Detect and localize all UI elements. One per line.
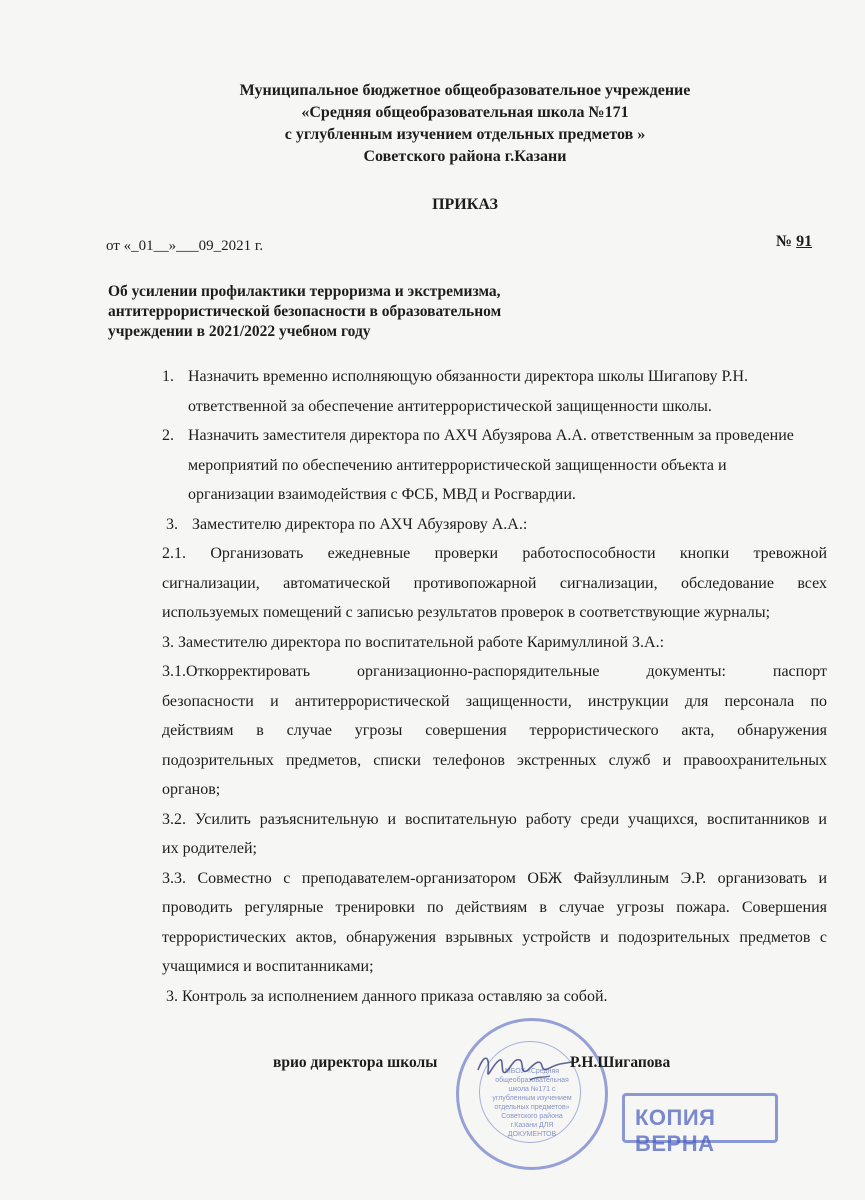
paragraph-line: их родителей; — [162, 840, 257, 857]
order-number-value: 91 — [796, 233, 813, 250]
item-line: Назначить заместителя директора по АХЧ Абузярова А.А. ответственным за проведение — [188, 427, 794, 444]
paragraph-line: действиям в случае угрозы совершения террористического акта, обнаружения — [162, 722, 827, 739]
paragraph-3 — [162, 628, 865, 658]
paragraph-line: используемых помещений с записью результатов проверок в соответствующие журналы; — [162, 604, 771, 621]
header-line-1: Муниципальное бюджетное общеобразовательное учреждение — [239, 82, 691, 99]
order-body — [150, 362, 865, 1011]
paragraph-3-2 — [162, 805, 865, 864]
paragraph-line: безопасности и антитеррористической защищенности, инструкции для персонала по — [162, 692, 827, 710]
paragraph-line: учащимися и воспитанниками; — [162, 958, 374, 975]
paragraph-line: органов; — [162, 781, 221, 798]
seal-text: МБОУ «Средняя общеобразовательная школа №171 с углубленным изучением отдельных предметов» Советского района г.Казани ДЛЯ ДОКУМЕНТОВ — [492, 1068, 572, 1138]
item-line: организации взаимодействия с ФСБ, МВД и Росгвардии. — [188, 486, 576, 503]
header-line-4: Советского района г.Казани — [363, 148, 567, 165]
paragraph-line: 3.2. Усилить разъяснительную и воспитательную работу среди учащихся, воспитанников и — [162, 810, 827, 828]
item-number: 1. — [162, 368, 174, 385]
item-line: Заместителю директора по АХЧ Абузярову А.А.: — [192, 515, 528, 533]
subject-line-2: антитеррористической безопасности в образовательном — [108, 303, 502, 320]
paragraph-line: сигнализации, автоматической противопожарной сигнализации, обследование всех — [162, 574, 827, 592]
order-date: от «_01__»___09_2021 г. — [106, 238, 264, 254]
handwritten-signature — [470, 1036, 580, 1096]
paragraph-line: подозрительных предметов, списки телефонов экстренных служб и правоохранительных — [162, 751, 827, 769]
paragraph-line: проводить регулярные тренировки по действиям в случае угрозы пожара. Совершения — [162, 899, 827, 916]
paragraph-line: террористических актов, обнаружения взрывных устройств и подозрительных предметов с — [162, 928, 827, 946]
paragraph-2-1 — [162, 539, 865, 628]
item-text — [188, 421, 865, 510]
item-text — [188, 362, 865, 421]
list-item — [162, 362, 865, 421]
organization-header — [0, 80, 865, 168]
signature-role: врио директора школы — [273, 1054, 438, 1071]
copy-verified-stamp — [622, 1093, 778, 1156]
paragraph-line: 2.1. Организовать ежедневные проверки работоспособности кнопки тревожной — [162, 545, 827, 562]
item-text — [192, 510, 865, 540]
order-subject — [108, 282, 568, 342]
paragraph-line: 3. Контроль за исполнением данного приказа оставляю за собой. — [166, 987, 608, 1005]
list-item — [166, 510, 865, 540]
header-line-3: с углубленным изучением отдельных предметов » — [284, 126, 646, 143]
item-line: мероприятий по обеспечению антитеррористической защищенности объекта и — [188, 456, 727, 474]
paragraph-3-1 — [162, 657, 865, 805]
item-number: 3. — [166, 515, 178, 533]
paragraph-control — [166, 982, 865, 1012]
subject-line-3: учреждении в 2021/2022 учебном году — [108, 323, 371, 340]
header-line-2: «Средняя общеобразовательная школа №171 — [301, 104, 629, 121]
paragraph-3-3 — [162, 864, 865, 982]
list-item — [162, 421, 865, 510]
item-line: Назначить временно исполняющую обязанности директора школы Шигапову Р.Н. — [188, 368, 748, 385]
paragraph-line: 3.3. Совместно с преподавателем-организатором ОБЖ Файзуллиным Э.Р. организовать и — [162, 869, 827, 887]
document-title: ПРИКАЗ — [432, 196, 498, 213]
paragraph-line: 3. Заместителю директора по воспитательной работе Каримуллиной З.А.: — [162, 633, 665, 651]
subject-line-1: Об усилении профилактики терроризма и экстремизма, — [108, 283, 501, 300]
copy-stamp-text: КОПИЯ ВЕРНА — [635, 1105, 716, 1156]
signature-name: Р.Н.Шигапова — [570, 1054, 671, 1071]
paragraph-line: 3.1.Откорректировать организационно-распорядительные документы: паспорт — [162, 663, 827, 680]
order-number-label: № — [776, 233, 793, 250]
order-number — [776, 233, 812, 251]
item-line: ответственной за обеспечение антитеррористической защищенности школы. — [188, 397, 712, 415]
item-number: 2. — [162, 427, 174, 444]
